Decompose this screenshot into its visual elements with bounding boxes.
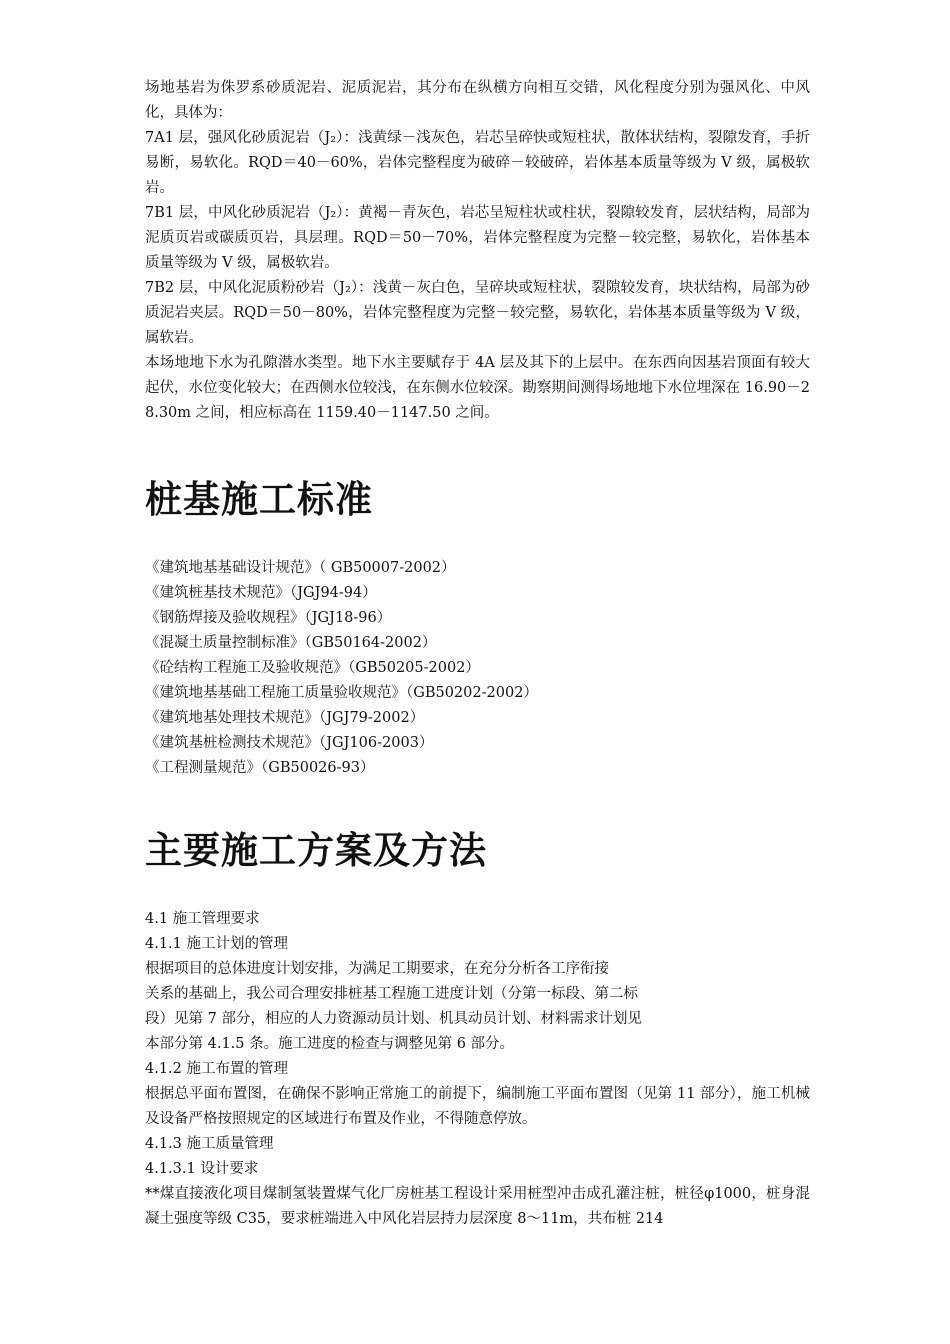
subheading-4-1-2: 4.1.2 施工布置的管理 (145, 1061, 289, 1077)
standard-item: 《建筑地基基础设计规范》（ GB50007-2002） (145, 560, 456, 576)
paragraph-4-1-1-line: 关系的基础上，我公司合理安排桩基工程施工进度计划（分第一标段、第二标 (145, 986, 638, 1002)
intro-paragraph-7a1: 7A1 层，强风化砂质泥岩（J₂）：浅黄绿－浅灰色，岩芯呈碎快或短柱状，散体状结构，裂隙发育，手折易断，易软化。RQD＝40－60%，岩体完整程度为破碎－较破碎，岩体基本质量等级为 V 级，属极软岩。 (145, 130, 810, 196)
standard-item: 《建筑基桩检测技术规范》（JGJ106-2003） (145, 735, 434, 751)
document-page (145, 76, 810, 1232)
intro-paragraph-7b1: 7B1 层，中风化砂质泥岩（J₂）：黄褐－青灰色，岩芯呈短柱状或柱状，裂隙较发育，层状结构，局部为泥质页岩或碳质页岩，具层理。RQD＝50－70%，岩体完整程度为完整－较完整，易软化，岩体基本质量等级为 V 级，属极软岩。 (145, 205, 810, 271)
subheading-4-1-3-1: 4.1.3.1 设计要求 (145, 1161, 259, 1177)
standard-item: 《混凝土质量控制标准》（GB50164-2002） (145, 635, 437, 651)
subheading-4-1-1: 4.1.1 施工计划的管理 (145, 936, 289, 952)
intro-paragraph-7b2: 7B2 层，中风化泥质粉砂岩（J₂）：浅黄－灰白色，呈碎块或短柱状，裂隙较发育，块状结构，局部为砂质泥岩夹层。RQD＝50－80%，岩体完整程度为完整－较完整，易软化，岩体基本质量等级为 V 级，属软岩。 (145, 280, 810, 346)
standard-item: 《建筑地基处理技术规范》（JGJ79-2002） (145, 710, 425, 726)
heading-main-methods: 主要施工方案及方法 (145, 829, 487, 872)
paragraph-4-1-1-line: 根据项目的总体进度计划安排，为满足工期要求，在充分分析各工序衔接 (145, 961, 609, 977)
standards-list (145, 556, 810, 781)
intro-paragraph-groundwater: 本场地地下水为孔隙潜水类型。地下水主要赋存于 4A 层及其下的上层中。在东西向因基岩顶面有较大起伏，水位变化较大；在西侧水位较浅，在东侧水位较深。勘察期间测得场地地下水位埋深在 16.90－28.30m 之间，相应标高在 1159.40－1147.50 之间。 (145, 355, 810, 421)
standard-item: 《工程测量规范》（GB50026-93） (145, 760, 375, 776)
intro-paragraph-1: 场地基岩为侏罗系砂质泥岩、泥质泥岩，其分布在纵横方向相互交错，风化程度分别为强风化、中风化，具体为： (145, 80, 810, 121)
standard-item: 《砼结构工程施工及验收规范》（GB50205-2002） (145, 660, 480, 676)
standard-item: 《建筑桩基技术规范》（JGJ94-94） (145, 585, 377, 601)
subheading-4-1-3: 4.1.3 施工质量管理 (145, 1136, 274, 1152)
standard-item: 《建筑地基基础工程施工质量验收规范》（GB50202-2002） (145, 685, 538, 701)
standard-item: 《钢筋焊接及验收规程》（JGJ18-96） (145, 610, 392, 626)
subheading-4-1: 4.1 施工管理要求 (145, 911, 260, 927)
heading-pile-standards: 桩基施工标准 (145, 478, 373, 521)
paragraph-4-1-2: 根据总平面布置图，在确保不影响正常施工的前提下，编制施工平面布置图（见第 11 部分），施工机械及设备严格按照规定的区域进行布置及作业，不得随意停放。 (145, 1086, 810, 1127)
paragraph-4-1-1-line: 段）见第 7 部分，相应的人力资源动员计划、机具动员计划、材料需求计划见 (145, 1011, 642, 1027)
paragraph-4-1-1-line: 本部分第 4.1.5 条。施工进度的检查与调整见第 6 部分。 (145, 1036, 515, 1052)
paragraph-4-1-3-1: **煤直接液化项目煤制氢装置煤气化厂房桩基工程设计采用桩型冲击成孔灌注桩，桩径φ1000，桩身混凝土强度等级 C35，要求桩端进入中风化岩层持力层深度 8～11m，共布桩 214 (145, 1186, 810, 1227)
